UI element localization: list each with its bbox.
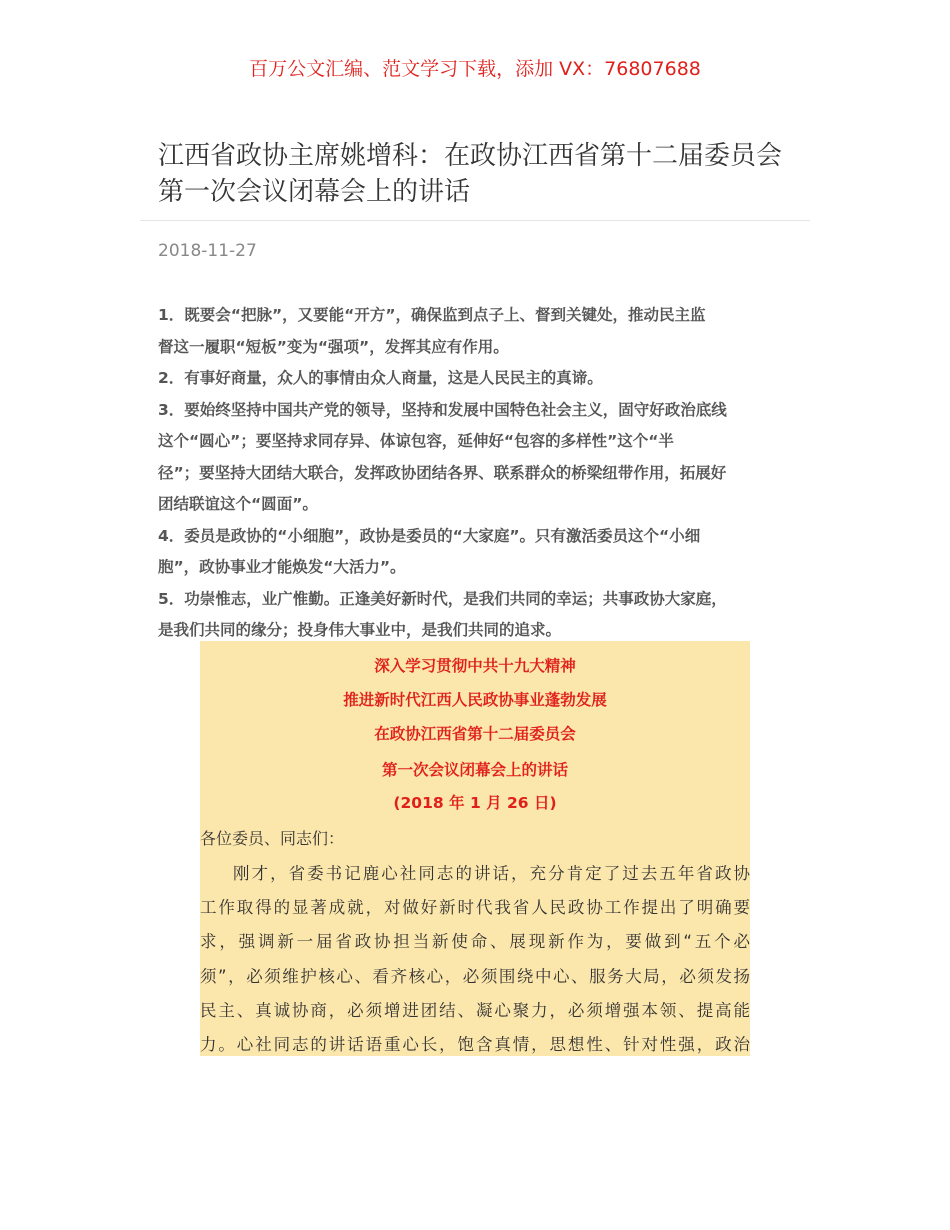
speech-body-line: 民主、真诚协商，必须增进团结、凝心聚力，必须增强本领、提高能 — [200, 1000, 750, 1020]
publish-date: 2018-11-27 — [158, 241, 257, 261]
key-point-line: 胞”，政协事业才能焕发“大活力”。 — [158, 558, 406, 576]
key-point-line: 是我们共同的缘分；投身伟大事业中，是我们共同的追求。 — [158, 621, 562, 639]
promo-banner: 百万公文汇编、范文学习下载，添加 VX：76807688 — [249, 58, 701, 80]
speech-date: (2018 年 1 月 26 日) — [393, 794, 557, 812]
key-point-2 — [158, 363, 788, 395]
key-point-3 — [158, 395, 788, 521]
speech-heading-line: 推进新时代江西人民政协事业蓬勃发展 — [343, 691, 607, 709]
speech-body — [200, 857, 750, 1062]
speech-body-line: 刚才，省委书记鹿心社同志的讲话，充分肯定了过去五年省政协 — [233, 864, 750, 883]
key-point-line: 这个“圆心”；要坚持求同存异、体谅包容，延伸好“包容的多样性”这个“半 — [158, 432, 674, 450]
key-point-line: 5．功崇惟志，业广惟勤。正逢美好新时代，是我们共同的幸运；共事政协大家庭， — [158, 589, 727, 608]
key-point-line: 3．要始终坚持中国共产党的领导，坚持和发展中国特色社会主义，固守好政治底线 — [158, 400, 727, 419]
key-point-line: 1．既要会“把脉”，又要能“开方”，确保监到点子上、督到关键处，推动民主监 — [158, 306, 706, 324]
speech-body-line: 工作取得的显著成就，对做好新时代我省人民政协工作提出了明确要 — [200, 898, 750, 918]
key-point-1 — [158, 300, 788, 363]
speech-body-line: 求，强调新一届省政协担当新使命、展现新作为，要做到“五个必 — [200, 932, 750, 952]
key-points — [158, 300, 788, 647]
speech-heading-line: 深入学习贯彻中共十九大精神 — [374, 657, 576, 675]
speech-salutation: 各位委员、同志们： — [200, 829, 345, 848]
title-divider — [140, 220, 810, 221]
key-point-line: 督这一履职“短板”变为“强项”，发挥其应有作用。 — [158, 337, 509, 356]
key-point-line: 径”；要坚持大团结大联合，发挥政协团结各界、联系群众的桥梁纽带作用，拓展好 — [158, 463, 727, 482]
speech-excerpt — [200, 641, 750, 1056]
key-point-line: 团结联谊这个“圆面”。 — [158, 495, 318, 513]
speech-heading-line: 第一次会议闭幕会上的讲话 — [381, 761, 568, 779]
key-point-5 — [158, 584, 788, 647]
speech-body-line: 须”，必须维护核心、看齐核心，必须围绕中心、服务大局，必须发扬 — [200, 966, 750, 986]
speech-body-line: 力。心社同志的讲话语重心长，饱含真情，思想性、针对性强，政治 — [200, 1035, 750, 1055]
article-title-line: 江西省政协主席姚增科：在政协江西省第十二届委员会 — [158, 141, 783, 171]
key-point-4 — [158, 521, 788, 584]
article-title-line: 第一次会议闭幕会上的讲话 — [158, 177, 471, 207]
article-title — [158, 138, 808, 210]
speech-heading-line: 在政协江西省第十二届委员会 — [374, 725, 576, 743]
key-point-line: 4．委员是政协的“小细胞”，政协是委员的“大家庭”。只有激活委员这个“小细 — [158, 526, 701, 545]
key-point-line: 2．有事好商量，众人的事情由众人商量，这是人民民主的真谛。 — [158, 369, 603, 387]
